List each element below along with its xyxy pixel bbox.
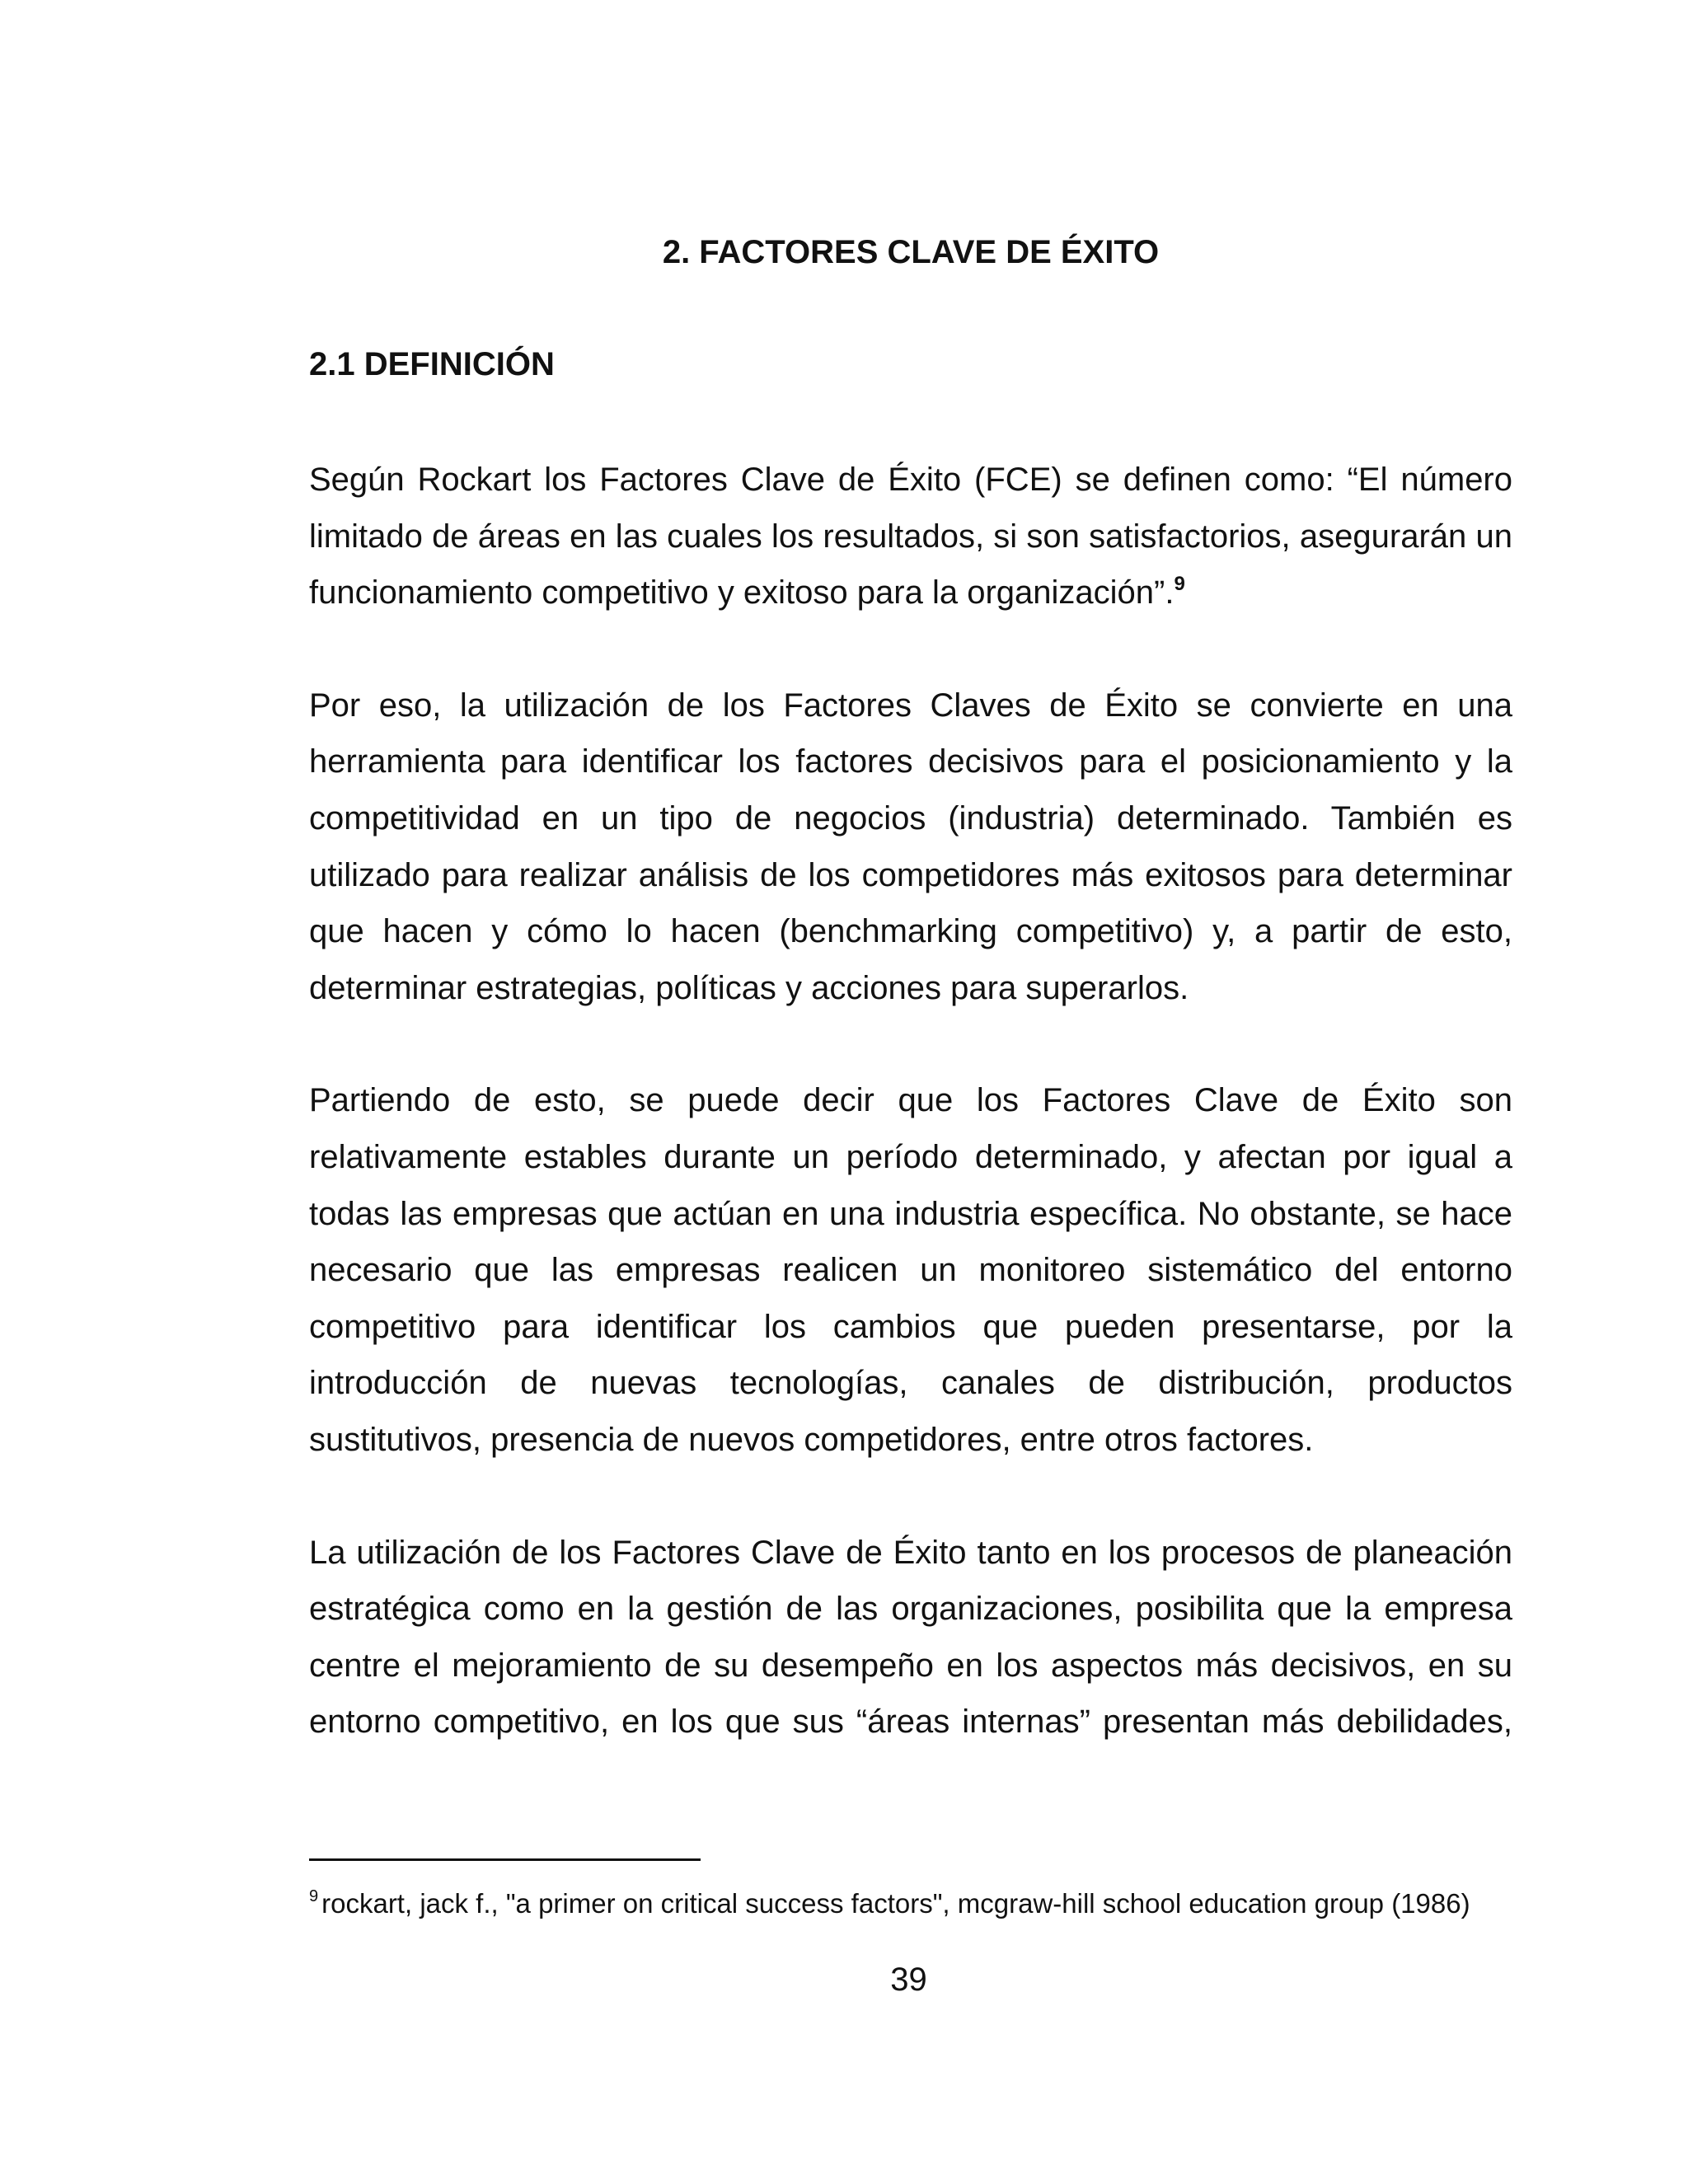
body-text <box>309 452 1512 1807</box>
page-number: 39 <box>890 1961 927 1998</box>
paragraph-stability: Partiendo de esto, se puede decir que los Factores Clave de Éxito son relativamente estables durante un período determinado, y afectan por igual a todas las empresas que actúan en una industria específica. No obstante, se hace necesario que las empresas realicen un monitoreo sistemático del entorno competitivo para identificar los cambios que pueden presentarse, por la introducción de nuevas tecnologías, canales de distribución, productos sustitutivos, presencia de nuevos competidores, entre otros factores. <box>309 1082 1512 1458</box>
chapter-title: 2. FACTORES CLAVE DE ÉXITO <box>662 234 1160 270</box>
paragraph-usage: Por eso, la utilización de los Factores Claves de Éxito se convierte en una herramienta para identificar los factores decisivos para el posicionamiento y la competitividad en un tipo de negocios (industria) determinado. También es utilizado para realizar análisis de los competidores más exitosos para determinar que hacen y cómo lo hacen (benchmarking competitivo) y, a partir de esto, determinar estrategias, políticas y acciones para superarlos. <box>309 687 1512 1006</box>
paragraph-definition <box>309 452 1512 621</box>
footnote-reference: 9 <box>1174 573 1185 596</box>
section-title: 2.1 DEFINICIÓN <box>309 346 555 382</box>
footnote-marker: 9 <box>309 1887 319 1905</box>
footnote <box>309 1887 1545 1920</box>
footnote-text: rockart, jack f., "a primer on critical success factors", mcgraw-hill school education group (1986) <box>321 1888 1470 1919</box>
footnote-divider <box>309 1858 701 1861</box>
paragraph-planning: La utilización de los Factores Clave de Éxito tanto en los procesos de planeación estratégica como en la gestión de las organizaciones, posibilita que la empresa centre el mejoramiento de su desempeño en los aspectos más decisivos, en su entorno competitivo, en los que sus “áreas internas” presentan más debilidades, <box>309 1534 1512 1741</box>
paragraph-definition-text: Según Rockart los Factores Clave de Éxito (FCE) se definen como: “El número limitado de áreas en las cuales los resultados, si son satisfactorios, asegurarán un funcionamiento competitivo y exitoso para la organización”. <box>309 462 1512 612</box>
